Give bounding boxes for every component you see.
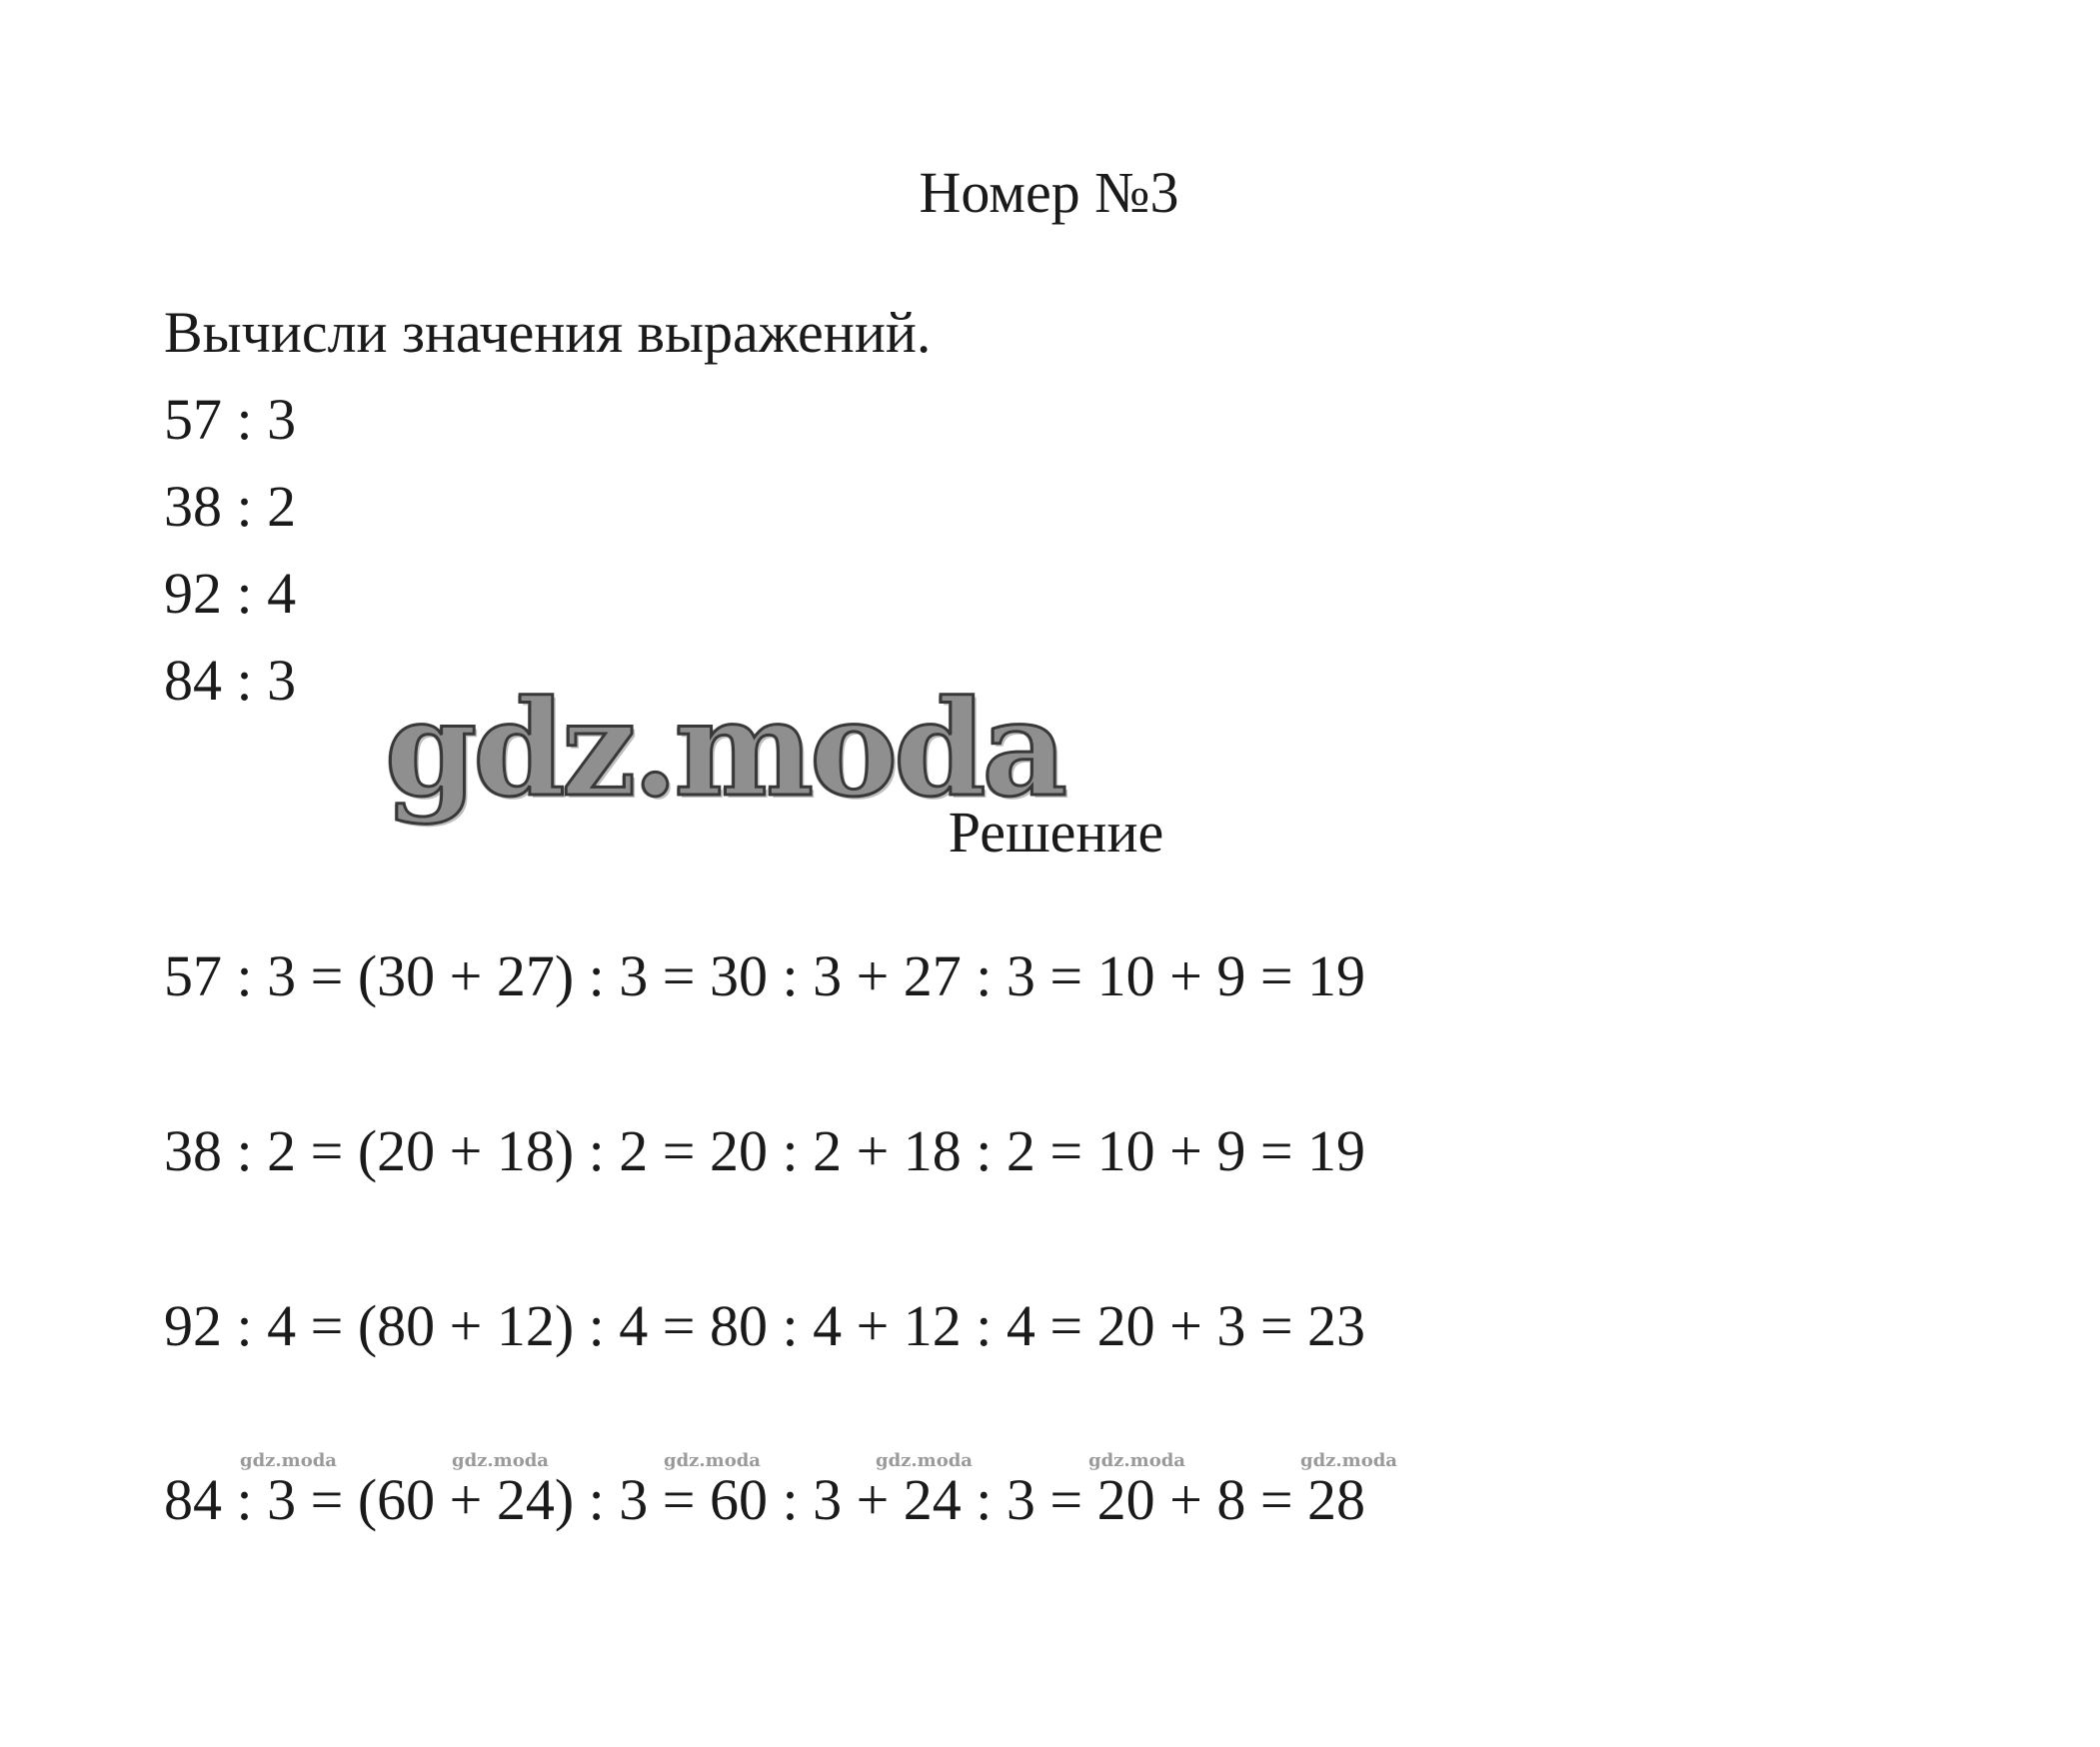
small-watermark: gdz.moda: [664, 1450, 761, 1471]
task-expression: 84 : 3: [164, 648, 297, 713]
solution-line: 92 : 4 = (80 + 12) : 4 = 80 : 4 + 12 : 4 = 20 + 3 = 23: [164, 1293, 1366, 1358]
task-expression: 38 : 2: [164, 474, 297, 539]
small-watermark: gdz.moda: [1088, 1450, 1185, 1471]
task-prompt: Вычисли значения выражений.: [164, 300, 932, 365]
solution-line: 84 : 3 = (60 + 24) : 3 = 60 : 3 + 24 : 3 = 20 + 8 = 28: [164, 1467, 1366, 1532]
solution-line: 57 : 3 = (30 + 27) : 3 = 30 : 3 + 27 : 3 = 10 + 9 = 19: [164, 943, 1366, 1008]
small-watermark: gdz.moda: [240, 1450, 337, 1471]
small-watermark: gdz.moda: [876, 1450, 973, 1471]
page-title-text: Номер №3: [919, 160, 1179, 225]
solution-heading: [0, 798, 2100, 868]
small-watermark: gdz.moda: [1300, 1450, 1397, 1471]
solution-line: 38 : 2 = (20 + 18) : 2 = 20 : 2 + 18 : 2 = 10 + 9 = 19: [164, 1118, 1366, 1183]
task-expression: 57 : 3: [164, 387, 297, 452]
solution-heading-text: Решение: [948, 800, 1164, 865]
watermark-logo: gdz.moda: [385, 672, 1064, 827]
task-expression: 92 : 4: [164, 561, 297, 626]
page-title: [0, 158, 2100, 228]
small-watermark: gdz.moda: [452, 1450, 549, 1471]
